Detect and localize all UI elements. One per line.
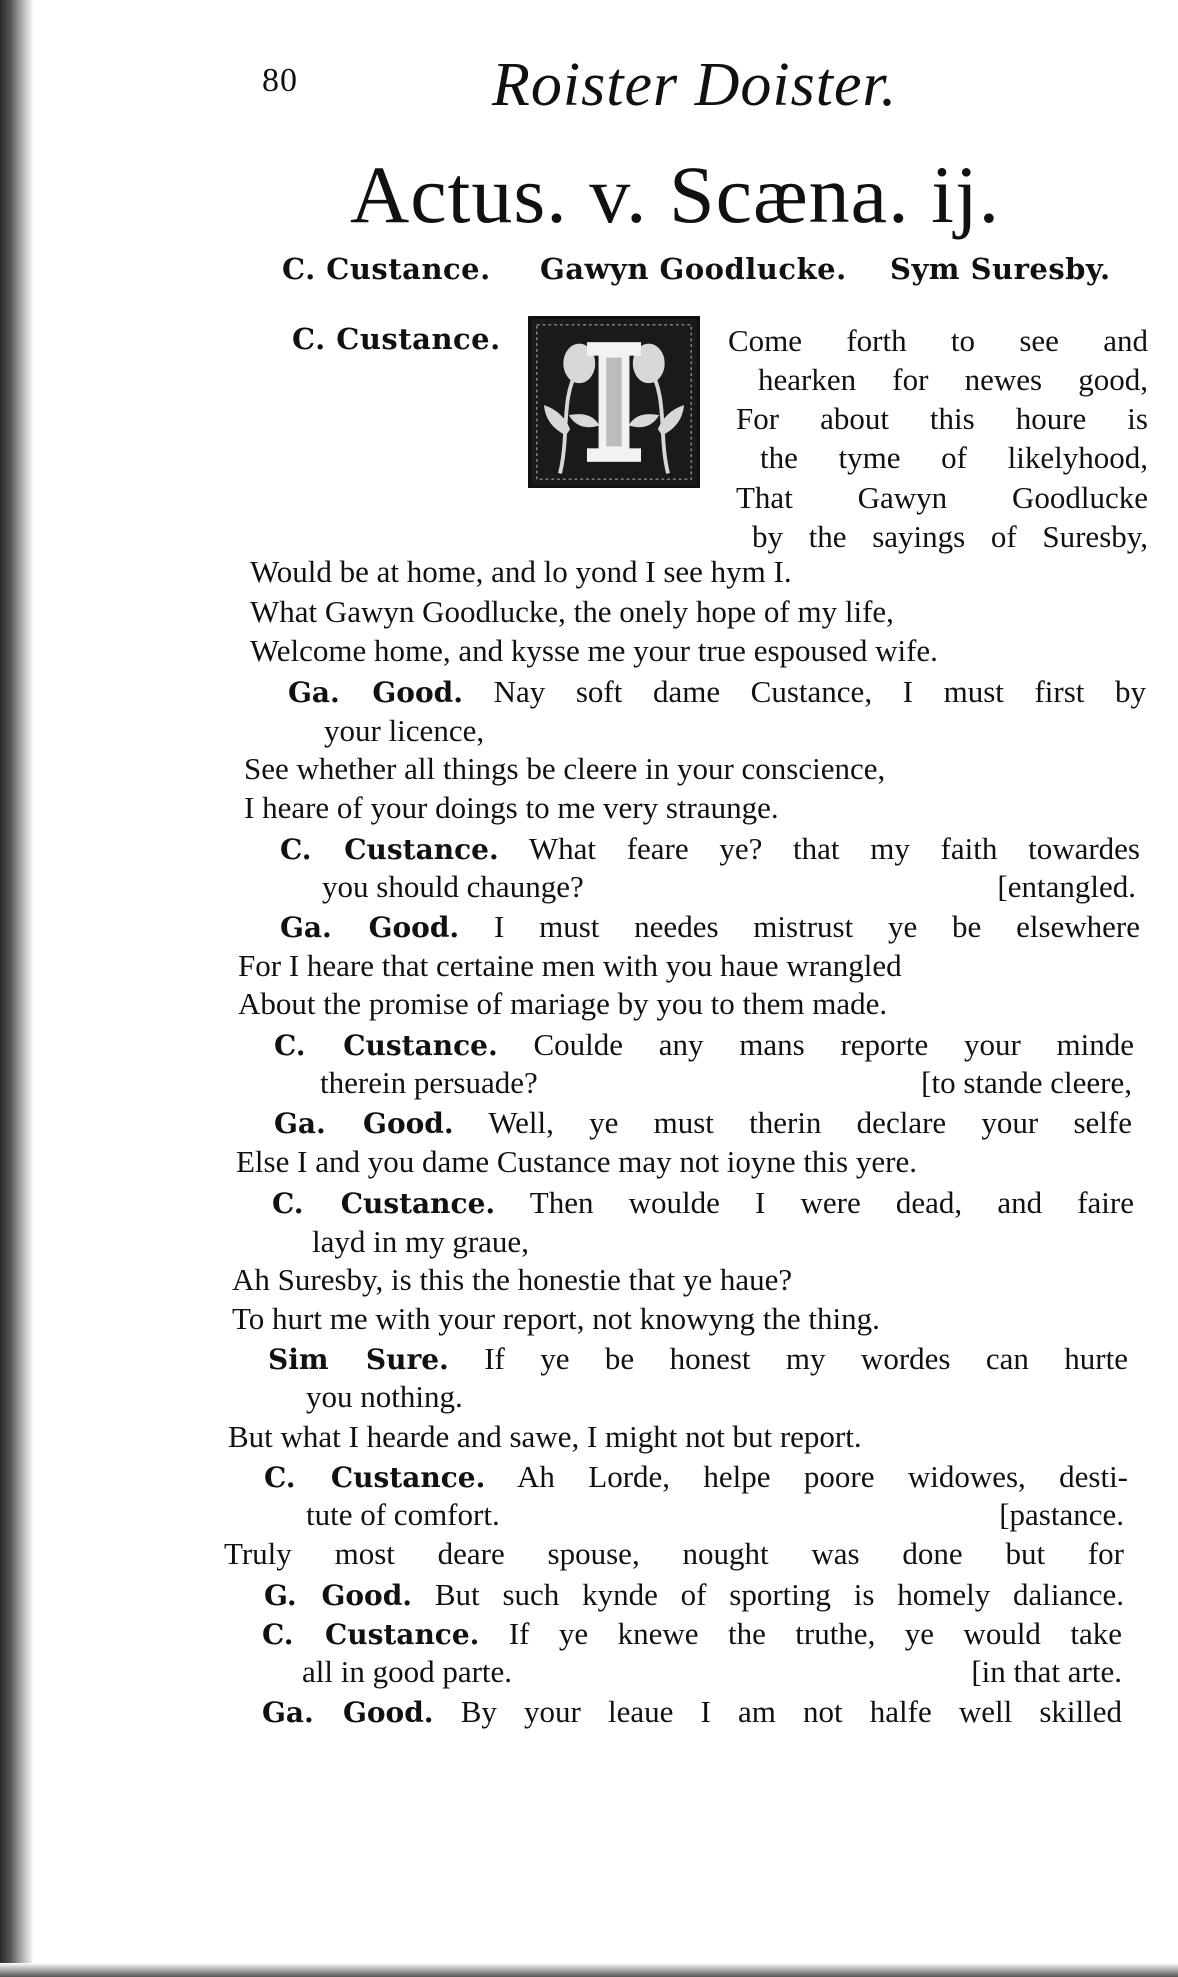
speech-line [264,1576,1124,1614]
speaker-name: C. Custance. [262,1618,480,1651]
verse-line [250,553,792,591]
line-text: Ah Suresby, is this the honestie that ye haue? [232,1262,793,1297]
stage-bracket-note: [to stande cleere, [921,1065,1132,1100]
verse-line [228,1418,862,1456]
line-text: the tyme of likelyhood, [760,440,1148,475]
verse-line [244,789,779,827]
line-text: Would be at home, and lo yond I see hym I. [250,554,792,589]
speech-line [264,1458,1128,1496]
page-bottom-edge [0,1963,1178,1977]
line-text: About the promise of mariage by you to them made. [238,986,888,1021]
line-text: By your leaue I am not halfe well skilled [460,1694,1122,1729]
speech-line [274,1104,1132,1142]
opening-speaker: C. Custance. [292,322,501,356]
cast-member: Gawyn Goodlucke. [540,252,847,286]
verse-line [736,400,1148,438]
line-text: all in good parte. [302,1654,513,1689]
cast-member: Sym Suresby. [890,252,1111,286]
thistle-ornament-icon [528,316,700,488]
page-number: 80 [262,62,298,99]
line-text: But such kynde of sporting is homely daliance. [434,1577,1124,1612]
speaker-name: Ga. Good. [288,676,463,709]
verse-line [238,985,887,1023]
verse-line [760,439,1148,477]
verse-line [324,712,484,750]
line-text: For I heare that certaine men with you haue wrangled [238,948,902,983]
line-text: See whether all things be cleere in your conscience, [244,751,886,786]
line-text: layd in my graue, [312,1224,529,1259]
speech-line [262,1693,1122,1731]
line-text: What feare ye? that my faith towardes [528,831,1140,866]
speaker-name: C. Custance. [280,833,499,866]
line-text: Else I and you dame Custance may not ioyne this yere. [236,1144,917,1179]
speech-line [288,673,1146,711]
line-text: Nay soft dame Custance, I must first by [493,674,1146,709]
verse-line [728,322,1148,360]
verse-line [320,1064,538,1102]
verse-line [752,518,1148,556]
speaker-name: G. Good. [264,1579,413,1612]
stage-bracket-note: [entangled. [997,869,1136,904]
line-text: Coulde any mans reporte your minde [533,1027,1134,1062]
line-text: Well, ye must therin declare your selfe [488,1105,1132,1140]
line-text: Come forth to see and [728,323,1148,358]
verse-line [236,1143,917,1181]
line-text: For about this houre is [736,401,1148,436]
verse-line [232,1300,880,1338]
line-text: Ah Lorde, helpe poore widowes, desti- [517,1459,1128,1494]
line-text: by the sayings of Suresby, [752,519,1148,554]
scene-title: Actus. v. Scæna. ij. [350,149,1001,240]
line-text: Welcome home, and kysse me your true espoused wife. [250,633,938,668]
line-text: Then woulde I were dead, and faire [529,1185,1134,1220]
line-text: But what I hearde and sawe, I might not but report. [228,1419,862,1454]
speech-line [274,1026,1134,1064]
cast-member: C. Custance. [282,252,491,286]
speaker-name: C. Custance. [272,1187,496,1220]
verse-line [736,479,1148,517]
verse-line [232,1261,792,1299]
speaker-name: Ga. Good. [280,911,460,944]
verse-line [244,750,885,788]
verse-line [302,1653,512,1691]
speech-line [268,1340,1128,1378]
line-text: If ye knewe the truthe, ye would take [508,1616,1122,1651]
stage-bracket-note: [in that arte. [971,1654,1122,1689]
line-text: tute of comfort. [306,1497,500,1532]
line-text: you nothing. [306,1379,463,1414]
line-text: hearken for newes good, [758,362,1148,397]
verse-line [250,593,894,631]
verse-line [312,1223,529,1261]
speaker-name: Ga. Good. [274,1107,454,1140]
speech-line [280,908,1140,946]
book-spine-shadow [0,0,34,1977]
line-text: I heare of your doings to me very straunge. [244,790,779,825]
running-title: Roister Doister. [492,51,898,119]
verse-line [250,632,938,670]
line-text: therein persuade? [320,1065,538,1100]
line-text: To hurt me with your report, not knowyng the thing. [232,1301,880,1336]
line-text: your licence, [324,713,485,748]
speech-line [272,1184,1134,1222]
verse-line [224,1535,1124,1573]
stage-bracket-note: [pastance. [999,1497,1124,1532]
speaker-name: Sim Sure. [268,1343,449,1376]
speech-line [262,1615,1122,1653]
line-text: Truly most deare spouse, nought was done but for [224,1536,1124,1571]
speaker-name: Ga. Good. [262,1696,434,1729]
line-text: If ye be honest my wordes can hurte [484,1341,1128,1376]
line-text: you should chaunge? [322,869,584,904]
line-text: That Gawyn Goodlucke [736,480,1148,515]
verse-line [306,1496,500,1534]
line-text: What Gawyn Goodlucke, the onely hope of my life, [250,594,894,629]
verse-line [238,947,902,985]
verse-line [322,868,584,906]
speaker-name: C. Custance. [264,1461,486,1494]
verse-line [306,1378,463,1416]
speech-line [280,830,1140,868]
speaker-name: C. Custance. [274,1029,498,1062]
verse-line [758,361,1148,399]
line-text: I must needes mistrust ye be elsewhere [493,909,1140,944]
